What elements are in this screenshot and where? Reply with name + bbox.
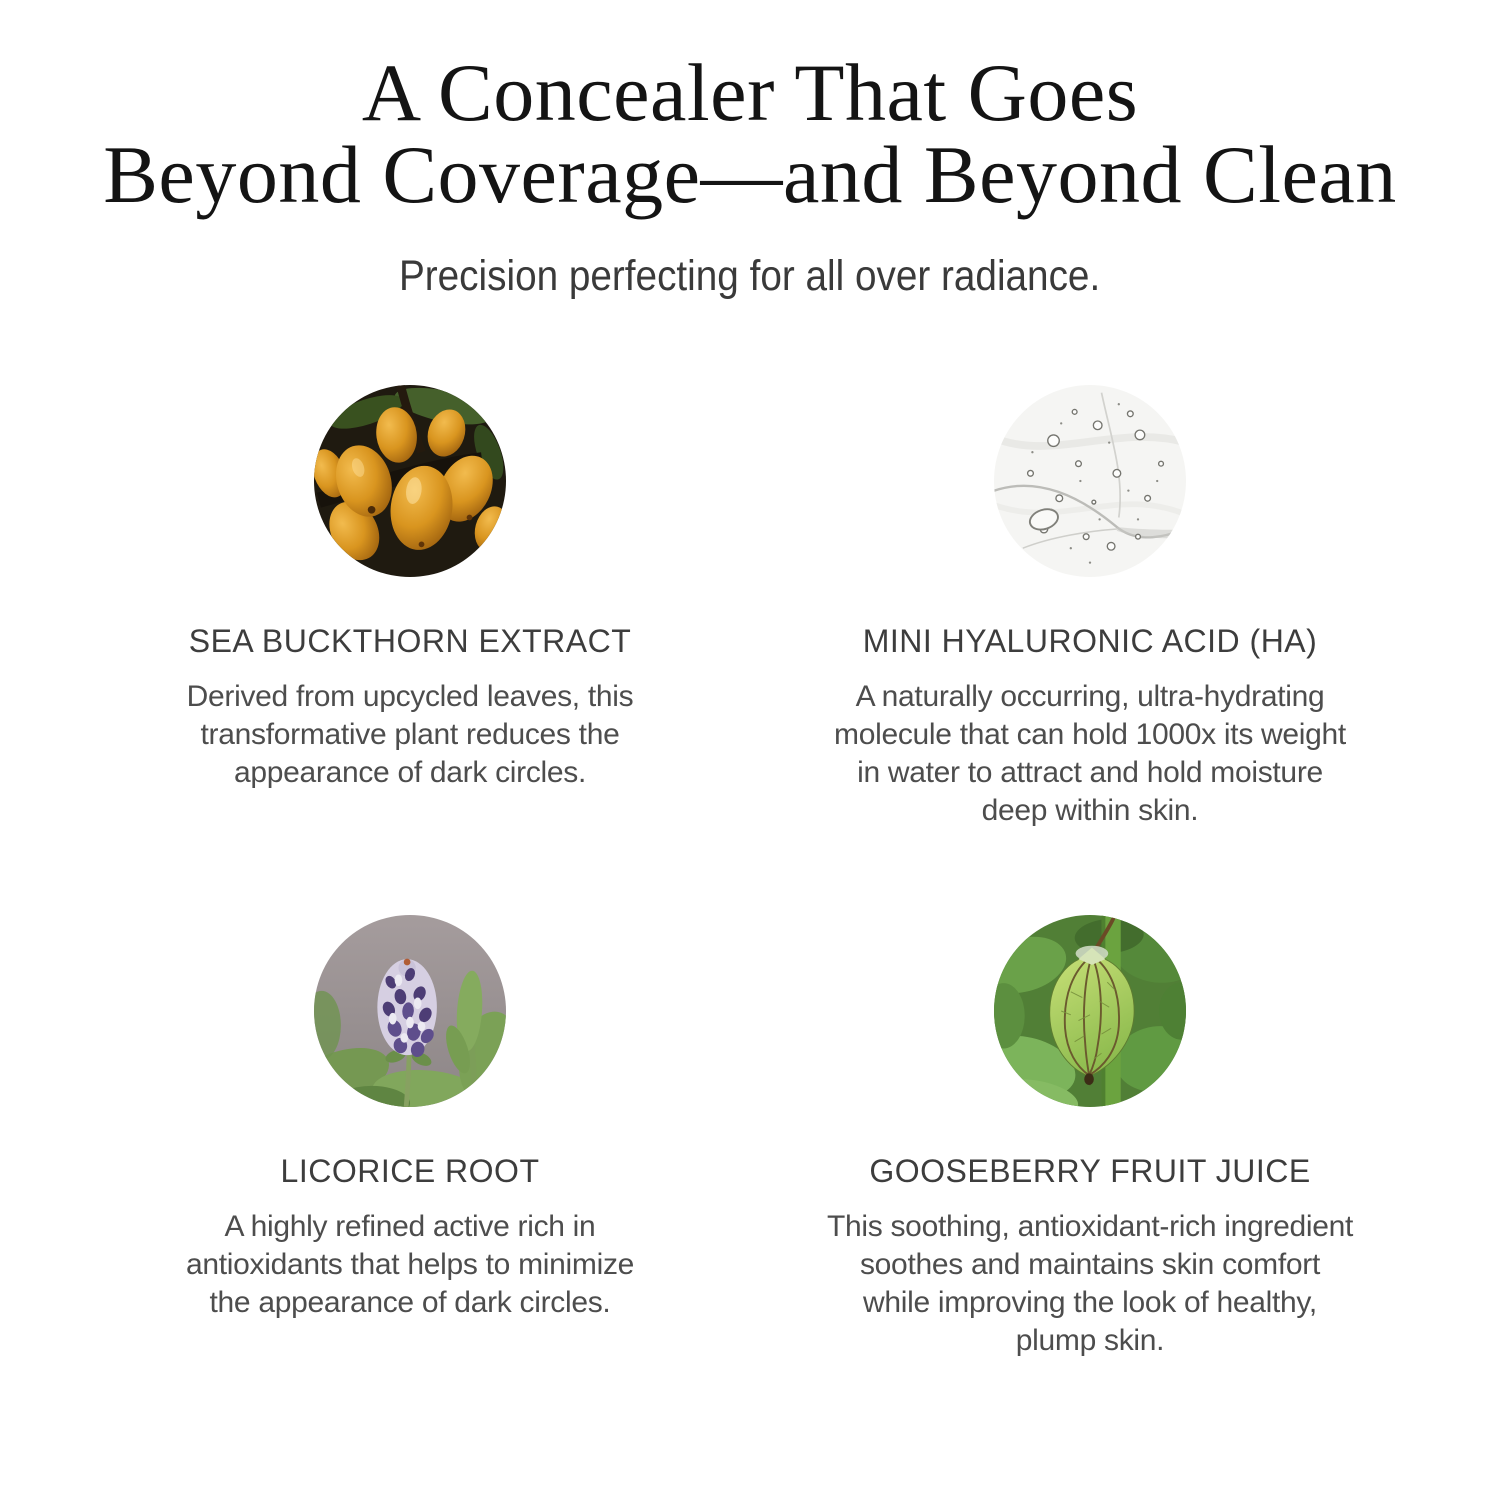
ingredient-description (827, 1208, 1353, 1360)
ingredient-description (187, 678, 634, 792)
page-subtitle-text: Precision perfecting for all over radiance. (399, 252, 1101, 300)
sea-buckthorn-image (314, 385, 506, 577)
ingredient-card-licorice-root (70, 915, 750, 1360)
title-line-1: A Concealer That Goes (361, 47, 1139, 138)
description-line: in water to attract and hold moisture (857, 756, 1323, 790)
description-line: deep within skin. (981, 794, 1199, 828)
description-line: soothes and maintains skin comfort (859, 1248, 1320, 1282)
ingredient-description (834, 678, 1346, 830)
description-line: This soothing, antioxidant-rich ingredient (826, 1210, 1354, 1244)
page-subtitle (0, 252, 1500, 301)
description-line: plump skin. (1015, 1324, 1165, 1358)
licorice-root-image (314, 915, 506, 1107)
description-line: molecule that can hold 1000x its weight (834, 718, 1346, 752)
description-line: the appearance of dark circles. (209, 1286, 611, 1320)
gooseberry-husk-illustration (994, 915, 1186, 1107)
description-line: Derived from upcycled leaves, this (186, 680, 634, 714)
description-line: A naturally occurring, ultra-hydrating (855, 680, 1325, 714)
ingredients-grid (70, 385, 1430, 1360)
description-line: antioxidants that helps to minimize (185, 1248, 635, 1282)
page-title (0, 47, 1500, 220)
description-line: A highly refined active rich in (224, 1210, 596, 1244)
licorice-flower-illustration (314, 915, 506, 1107)
ingredient-description (186, 1208, 634, 1322)
ingredient-name: MINI HYALURONIC ACID (HA) (862, 623, 1318, 660)
ingredient-name: GOOSEBERRY FRUIT JUICE (869, 1153, 1311, 1190)
ingredient-card-hyaluronic-acid (750, 385, 1430, 830)
gooseberry-image (994, 915, 1186, 1107)
ingredient-name: LICORICE ROOT (280, 1153, 540, 1190)
description-line: appearance of dark circles. (233, 756, 587, 790)
hyaluronic-acid-image (994, 385, 1186, 577)
ingredient-name: SEA BUCKTHORN EXTRACT (188, 623, 632, 660)
description-line: transformative plant reduces the (200, 718, 620, 752)
ingredient-card-gooseberry (750, 915, 1430, 1360)
sea-buckthorn-berries-illustration (314, 385, 506, 577)
page-header (0, 0, 1500, 301)
ingredient-card-sea-buckthorn (70, 385, 750, 830)
description-line: while improving the look of healthy, (863, 1286, 1317, 1320)
title-line-2: Beyond Coverage—and Beyond Clean (103, 129, 1397, 220)
clear-gel-texture-illustration (994, 385, 1186, 577)
